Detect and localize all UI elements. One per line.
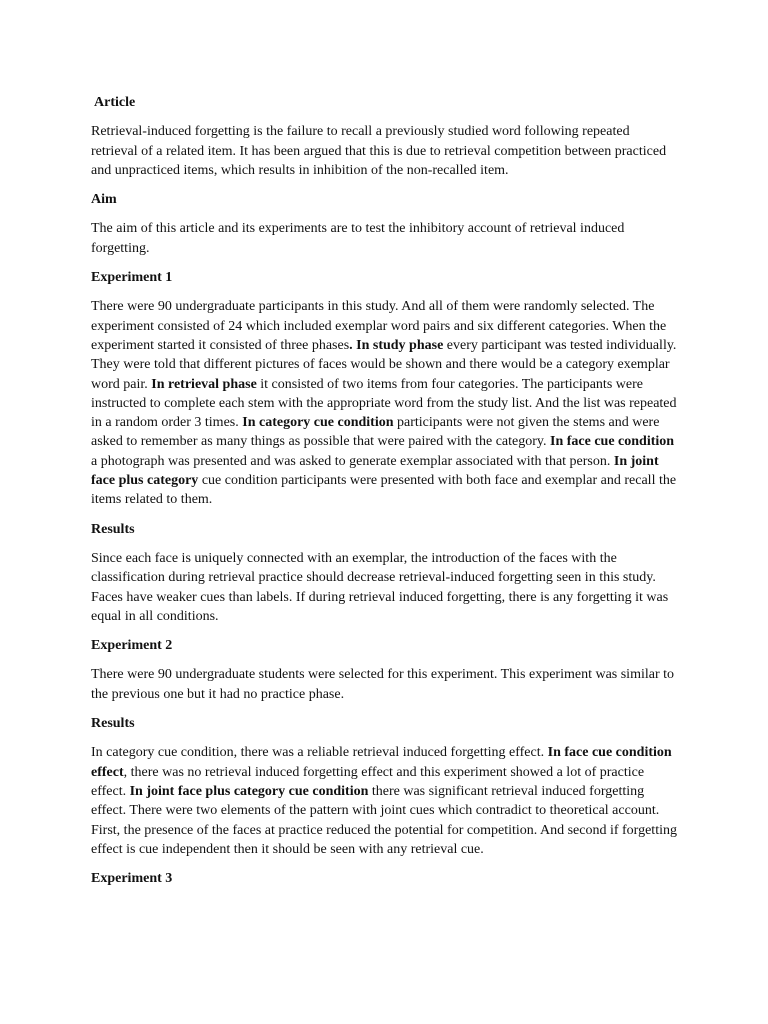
- intro-paragraph: Retrieval-induced forgetting is the failure to recall a previously studied word following repeated retrieval of a related item. It has been argued that this is due to retrieval competition between practiced and unpracticed items, which results in inhibition of the non-recalled item.: [91, 124, 667, 178]
- article-heading: Article: [94, 95, 136, 110]
- exp1-bold-retrieval-phase: In retrieval phase: [151, 376, 257, 392]
- results-1-heading: Results: [91, 521, 135, 537]
- experiment-2-paragraph: There were 90 undergraduate students were selected for this experiment. This experiment was similar to the previous one but it had no practice phase.: [91, 667, 675, 702]
- res2-bold-joint-face: In joint face plus category cue condition: [129, 783, 369, 799]
- exp1-text-1: There were 90 undergraduate participants in this study. And all of them were randomly selected. The experiment consisted of 24 which included exemplar word pairs and six different categories. When the experiment started it consisted of three phases: [91, 299, 667, 353]
- exp1-text-5: a photograph was presented and was asked to generate exemplar associated with that person.: [91, 453, 614, 469]
- exp1-bold-joint-face: In joint face plus category: [91, 453, 659, 489]
- exp1-text-6: cue condition participants were presented with both face and exemplar and recall the items related to them.: [91, 473, 677, 508]
- results-1-paragraph: Since each face is uniquely connected with an exemplar, the introduction of the faces with the classification during retrieval practice should decrease retrieval-induced forgetting seen in this study. Faces have weaker cues than labels. If during retrieval induced forgetting, there is any forgetting it was equal in all conditions.: [91, 550, 669, 624]
- res2-bold-face-cue: In face cue condition effect: [91, 745, 672, 780]
- aim-heading: Aim: [91, 192, 117, 208]
- res2-text-3: there was significant retrieval induced forgetting effect. There were two elements of the pattern with joint cues which contradict to theoretical account. First, the presence of the faces at practice reduced the potential for competition. And second if forgetting effect is cue independent then it should be seen with any retrieval cue.: [91, 783, 677, 857]
- exp1-text-3: it consisted of two items from four categories. The participants were instructed to complete each stem with the appropriate word from the study list. And the list was repeated in a random order 3 times.: [91, 376, 677, 431]
- res2-text-1: In category cue condition, there was a reliable retrieval induced forgetting effect.: [91, 745, 548, 761]
- results-2-heading: Results: [91, 716, 135, 732]
- exp1-bold-study-phase: . In study phase: [349, 337, 444, 353]
- exp1-text-4: participants were not given the stems and were asked to remember as many things as possible that were paired with the category.: [91, 415, 660, 450]
- exp1-text-2: every participant was tested individually. They were told that different pictures of faces would be shown and there would be a category exemplar word pair.: [91, 337, 677, 392]
- res2-text-2: , there was no retrieval induced forgetting effect and this experiment showed a lot of practice effect.: [91, 764, 645, 799]
- results-2-paragraph: [91, 743, 679, 859]
- experiment-1-paragraph: [91, 297, 679, 509]
- exp1-bold-face-cue: In face cue condition: [550, 434, 675, 450]
- aim-paragraph: The aim of this article and its experiments are to test the inhibitory account of retrieval induced forgetting.: [91, 221, 625, 256]
- exp1-bold-category-cue: In category cue condition: [242, 415, 394, 431]
- document-page: [91, 93, 679, 898]
- experiment-1-heading: Experiment 1: [91, 270, 173, 286]
- experiment-2-heading: Experiment 2: [91, 638, 173, 654]
- experiment-3-heading: Experiment 3: [91, 871, 173, 887]
